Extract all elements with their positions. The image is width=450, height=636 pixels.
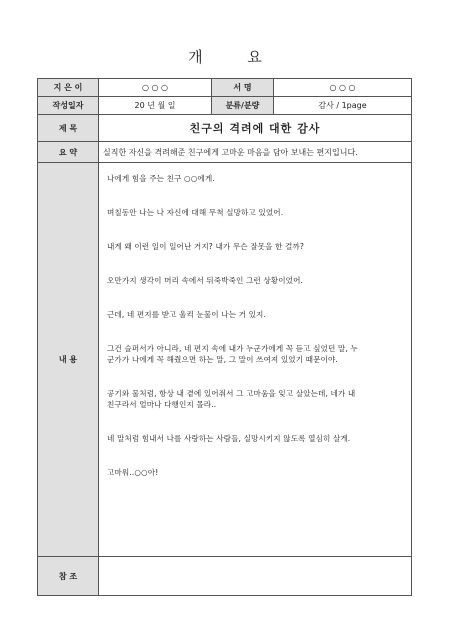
category-value: 감사 / 1page <box>274 97 412 115</box>
content-label: 내 용 <box>38 163 99 557</box>
subject-value: 친구의 격려에 대한 감사 <box>99 115 412 142</box>
letter-line: 근데, 네 편지를 받고 울컥 눈물이 나는 거 있지. <box>107 310 266 319</box>
letter-line: 네 말처럼 힘내서 나를 사랑하는 사람들, 실망시키지 않도록 열심히 살게. <box>107 434 351 443</box>
signature-label: 서 명 <box>212 79 274 97</box>
reference-value <box>99 557 412 596</box>
category-label: 분류/분량 <box>212 97 274 115</box>
date-label: 작성일자 <box>38 97 99 115</box>
overview-table <box>37 78 412 596</box>
letter-line: 친구라서 얼마나 다행인지 몰라.. <box>107 400 217 409</box>
letter-line: 며칠동안 나는 나 자신에 대해 무척 실망하고 있었어. <box>107 208 284 217</box>
summary-value: 실직한 자신을 격려해준 친구에게 고마운 마음을 담아 보내는 편지입니다. <box>99 142 412 163</box>
content-body <box>99 163 412 557</box>
letter-line: 내게 왜 이런 일이 일어난 거지? 내가 무슨 잘못을 한 걸까? <box>107 242 304 251</box>
letter-line: 오만가지 생각이 머리 속에서 뒤죽박죽인 그런 상황이었어. <box>107 276 304 285</box>
summary-label: 요 약 <box>38 142 99 163</box>
signature-value: ○ ○ ○ <box>274 79 412 97</box>
letter-line: 군가가 나에게 꼭 해줬으면 하는 말, 그 말이 쓰여져 있었기 때문이야. <box>107 355 338 364</box>
document-title: 개 요 <box>188 48 282 66</box>
letter-line: 공기와 물처럼, 항상 내 곁에 있어줘서 그 고마움을 잊고 살았는데, 네가 내 <box>107 389 356 398</box>
letter-line: 그건 슬퍼서가 아니라, 네 편지 속에 내가 누군가에게 꼭 듣고 싶었던 말, 누 <box>107 344 358 353</box>
author-value: ○ ○ ○ <box>99 79 212 97</box>
letter-line: 고마워..○○아! <box>107 468 159 477</box>
subject-label: 제 목 <box>38 115 99 142</box>
reference-label: 참 조 <box>38 557 99 596</box>
date-value: 20 년 월 일 <box>99 97 212 115</box>
author-label: 지 은 이 <box>38 79 99 97</box>
letter-line: 나에게 힘을 주는 친구 ○○에게. <box>107 174 215 183</box>
